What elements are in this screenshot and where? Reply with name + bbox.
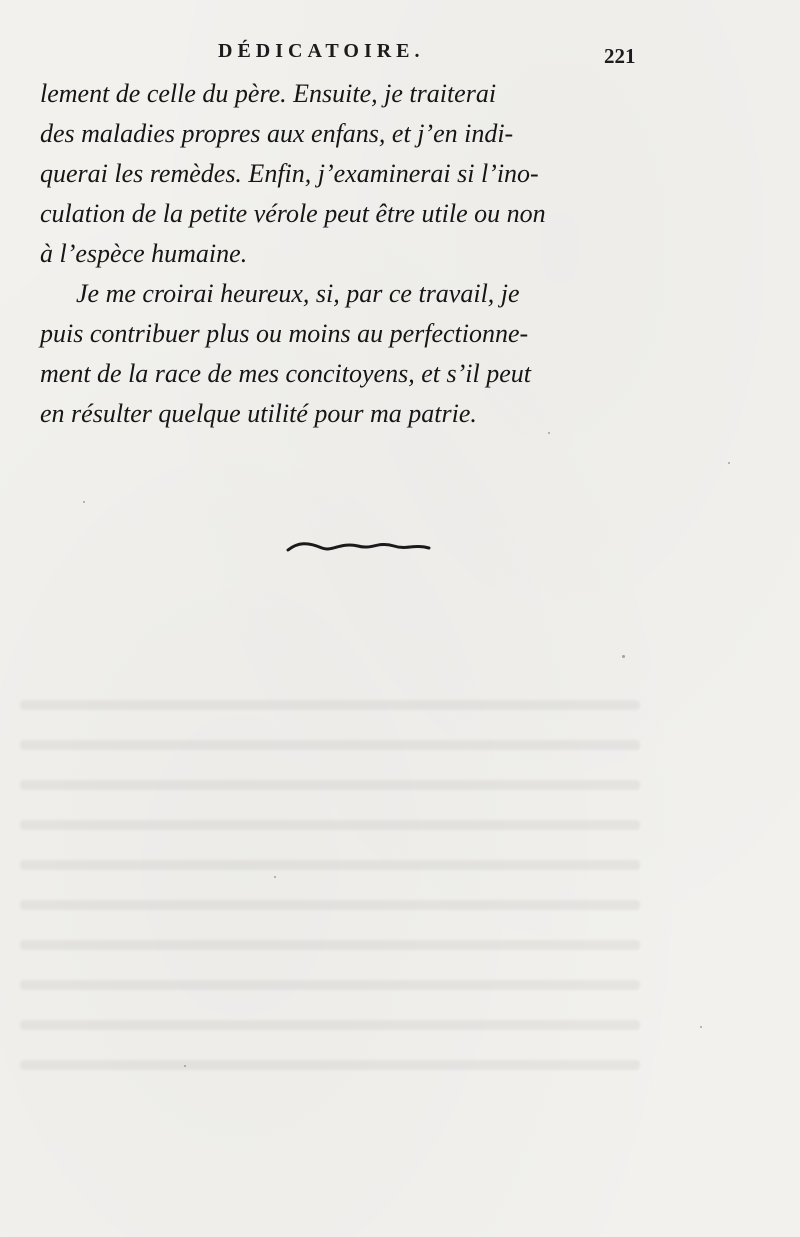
wave-ornament-icon (286, 538, 431, 558)
paper-speck (700, 1026, 702, 1028)
show-through-text (20, 700, 640, 1120)
text-line: à l’espèce humaine. (40, 239, 248, 268)
text-line: querai les remèdes. Enfin, j’examinerai si l’ino- (40, 159, 539, 188)
text-line: Je me croirai heureux, si, par ce travail, je (76, 279, 520, 308)
paper-speck (83, 501, 85, 503)
paper-speck (728, 462, 730, 464)
text-line: des maladies propres aux enfans, et j’en indi- (40, 119, 514, 148)
text-line: ment de la race de mes concitoyens, et s’il peut (40, 359, 531, 388)
text-line: en résulter quelque utilité pour ma patrie. (40, 399, 477, 428)
running-head: DÉDICATOIRE. (218, 40, 425, 62)
text-line: culation de la petite vérole peut être utile ou non (40, 199, 546, 228)
paper-speck (184, 1065, 186, 1067)
page-number: 221 (604, 44, 636, 68)
paper-speck (622, 655, 625, 658)
text-line: puis contribuer plus ou moins au perfectionne- (40, 319, 529, 348)
paper-speck (274, 876, 276, 878)
paper-speck (548, 432, 550, 434)
text-line: lement de celle du père. Ensuite, je traiterai (40, 79, 497, 108)
